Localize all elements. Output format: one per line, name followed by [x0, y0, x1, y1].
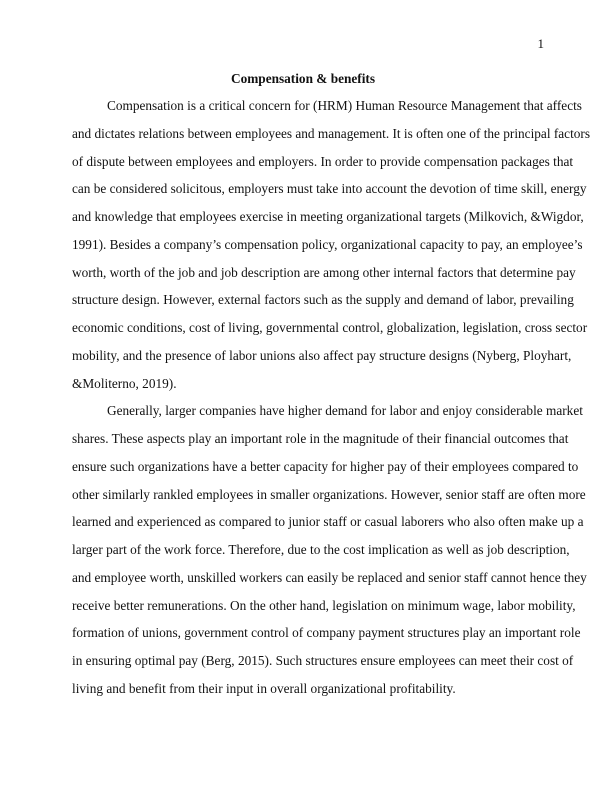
- text-line: and employee worth, unskilled workers can easily be replaced and senior staff cannot hence they: [72, 569, 587, 585]
- text-line: and knowledge that employees exercise in meeting organizational targets (Milkovich, &Wigdor,: [72, 209, 584, 224]
- text-line: can be considered solicitous, employers must take into account the devotion of time skill, energy: [72, 181, 587, 197]
- text-line: learned and experienced as compared to junior staff or casual laborers who also often make up a: [72, 514, 584, 530]
- text-line: ensure such organizations have a better capacity for higher pay of their employees compared to: [72, 458, 579, 474]
- section-heading: Compensation & benefits: [230, 71, 376, 86]
- text-line: Generally, larger companies have higher demand for labor and enjoy considerable market: [107, 403, 583, 419]
- text-line: Compensation is a critical concern for (HRM) Human Resource Management that affects: [107, 98, 582, 113]
- text-line: shares. These aspects play an important role in the magnitude of their financial outcomes that: [72, 431, 569, 446]
- text-line: and dictates relations between employees and management. It is often one of the principal factors: [72, 125, 591, 141]
- page-number: 1: [537, 36, 544, 51]
- text-line: structure design. However, external factors such as the supply and demand of labor, prevailing: [72, 292, 574, 308]
- document-body: [72, 92, 591, 703]
- text-line: worth, worth of the job and job description are among other internal factors that determine pay: [72, 264, 576, 280]
- text-line: economic conditions, cost of living, governmental control, globalization, legislation, cross sector: [72, 320, 588, 335]
- paragraph-2: [72, 397, 587, 702]
- paragraph-1: [72, 92, 591, 397]
- text-line: living and benefit from their input in overall organizational profitability.: [72, 680, 456, 696]
- text-line: of dispute between employees and employers. In order to provide compensation packages that: [72, 153, 574, 169]
- text-line: &Moliterno, 2019).: [72, 375, 177, 391]
- text-line: formation of unions, government control of company payment structures play an important role: [72, 625, 581, 641]
- text-line: receive better remunerations. On the other hand, legislation on minimum wage, labor mobility,: [72, 597, 576, 613]
- text-line: other similarly rankled employees in smaller organizations. However, senior staff are often more: [72, 486, 586, 502]
- text-line: 1991). Besides a company’s compensation policy, organizational capacity to pay, an employee’s: [72, 236, 583, 252]
- text-line: mobility, and the presence of labor unions also affect pay structure designs (Nyberg, Ployhart,: [72, 347, 572, 363]
- text-line: larger part of the work force. Therefore, due to the cost implication as well as job description,: [72, 542, 570, 557]
- text-line: in ensuring optimal pay (Berg, 2015). Such structures ensure employees can meet their cost of: [72, 653, 574, 668]
